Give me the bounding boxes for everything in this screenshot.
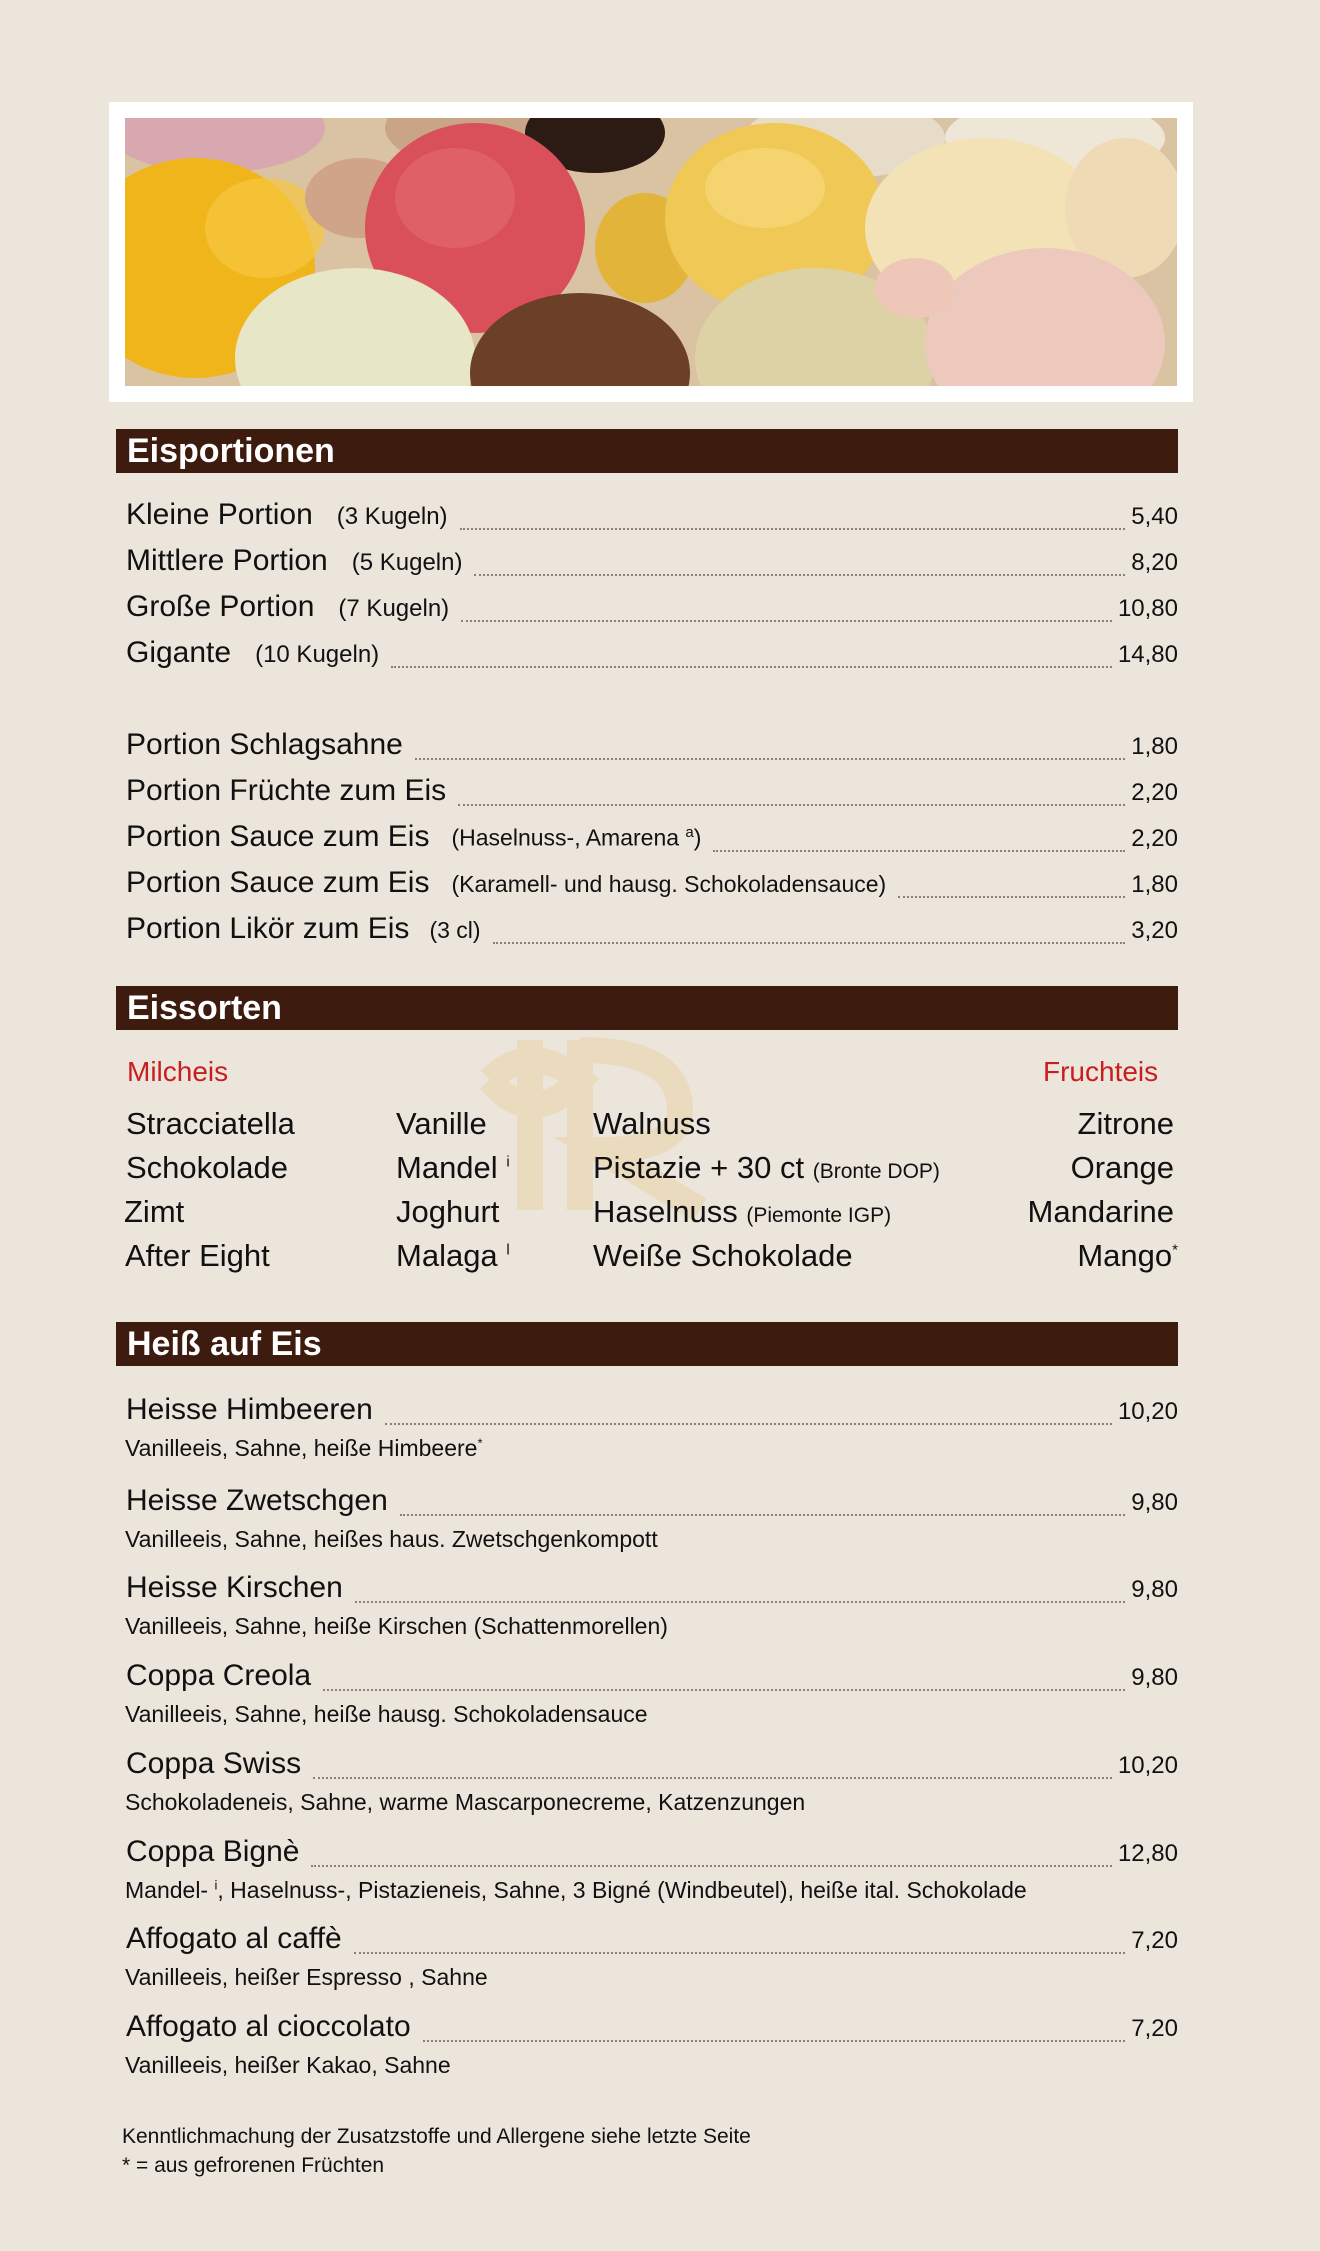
item-name: Kleine Portion (126, 498, 313, 531)
flavor-item (1071, 1150, 1174, 1186)
item-price: 9,80 (1131, 1576, 1178, 1603)
section-header-portions: Eisportionen (116, 429, 1178, 473)
item-description (125, 1613, 668, 1640)
description-text: Vanilleeis, Sahne, heiße Kirschen (Schattenmorellen) (125, 1613, 668, 1639)
flavor-name: Orange (1070, 1150, 1174, 1185)
menu-row-portion (126, 636, 1178, 676)
item-price: 1,80 (1131, 871, 1178, 898)
description-text: Vanilleeis, Sahne, heißes haus. Zwetschgenkompott (125, 1526, 658, 1552)
flavor-item: Stracciatella (126, 1106, 295, 1141)
item-note: (Karamell- und hausg. Schokoladensauce) (451, 871, 887, 897)
item-description (125, 1701, 648, 1728)
ice-cream-photo-frame (109, 102, 1193, 402)
item-note: (7 Kugeln) (338, 595, 450, 622)
item-note: (3 Kugeln) (336, 503, 448, 530)
item-price: 9,80 (1131, 1489, 1178, 1516)
menu-row-portion (126, 590, 1178, 630)
menu-row-extra (126, 728, 1178, 768)
item-note (451, 824, 701, 852)
dot-leader (713, 850, 1125, 852)
item-description (125, 1526, 658, 1553)
menu-row-extra (126, 866, 1178, 906)
item-name: Portion Likör zum Eis (126, 912, 410, 945)
flavor-item: Schokolade (126, 1150, 289, 1185)
menu-row-hot (126, 1484, 1178, 1524)
flavor-name: Walnuss (593, 1106, 711, 1141)
flavor-name: Vanille (396, 1106, 487, 1141)
allergen-marker: i (506, 1153, 510, 1171)
item-price: 1,80 (1131, 733, 1178, 760)
flavor-name: Weiße Schokolade (593, 1238, 853, 1273)
section-header-hot: Heiß auf Eis (116, 1322, 1178, 1366)
item-name: Portion Früchte zum Eis (126, 774, 447, 807)
ice-cream-photo (125, 118, 1177, 386)
flavor-origin: (Bronte DOP) (812, 1160, 940, 1183)
item-name: Coppa Creola (126, 1659, 312, 1692)
flavor-item (1028, 1194, 1174, 1230)
dot-leader (460, 528, 1126, 530)
ice-cream-scoops-illustration (125, 118, 1177, 386)
dot-leader (313, 1777, 1112, 1779)
description-text: Schokoladeneis, Sahne, warme Mascarponecreme, Katzenzungen (125, 1789, 806, 1815)
item-name: Affogato al caffè (126, 1922, 342, 1955)
flavor-name: Zitrone (1077, 1106, 1174, 1141)
flavor-name: Pistazie + 30 ct (593, 1150, 805, 1185)
flavor-item (396, 1238, 510, 1274)
flavor-item (1078, 1106, 1174, 1142)
footnote-frozen-fruit: * = aus gefrorenen Früchten (122, 2154, 385, 2177)
dot-leader (323, 1689, 1125, 1691)
item-price: 3,20 (1131, 917, 1178, 944)
item-price: 10,20 (1117, 1752, 1178, 1779)
item-name: Coppa Bignè (126, 1835, 300, 1868)
item-name: Portion Sauce zum Eis (126, 820, 430, 853)
menu-row-hot (126, 2010, 1178, 2050)
description-text: Vanilleeis, heißer Espresso , Sahne (125, 1964, 488, 1990)
item-price: 10,20 (1117, 1398, 1178, 1425)
section-header-flavors: Eissorten (116, 986, 1178, 1030)
item-price: 14,80 (1117, 641, 1178, 668)
flavor-item (1077, 1238, 1178, 1274)
item-description (125, 1789, 805, 1816)
item-price: 7,20 (1131, 1927, 1178, 1954)
description-text: , Haselnuss-, Pistazieneis, Sahne, 3 Bigné (Windbeutel), heiße ital. Schokolade (217, 1877, 1027, 1903)
flavor-item: After Eight (125, 1238, 270, 1273)
frozen-fruit-marker: * (477, 1435, 483, 1451)
item-price: 12,80 (1117, 1840, 1178, 1867)
item-note-text: (Haselnuss-, Amarena (451, 825, 686, 851)
allergen-marker: i (214, 1877, 218, 1893)
description-text: Vanilleeis, Sahne, heiße hausg. Schokoladensauce (125, 1701, 648, 1727)
item-price: 2,20 (1131, 825, 1178, 852)
item-name: Heisse Zwetschgen (126, 1484, 388, 1517)
dot-leader (415, 758, 1125, 760)
dot-leader (355, 1601, 1126, 1603)
menu-row-hot (126, 1659, 1178, 1699)
item-note: (10 Kugeln) (255, 641, 380, 668)
item-price: 9,80 (1131, 1664, 1178, 1691)
dot-leader (400, 1514, 1125, 1516)
frozen-fruit-marker: * (1172, 1241, 1178, 1259)
flavor-item (593, 1150, 940, 1186)
menu-row-extra (126, 820, 1178, 860)
dot-leader (493, 942, 1126, 944)
dot-leader (461, 620, 1112, 622)
flavor-item (396, 1106, 487, 1142)
menu-row-extra (126, 912, 1178, 952)
flavor-name: Mandel (396, 1150, 498, 1185)
menu-row-portion (126, 544, 1178, 584)
item-note: (5 Kugeln) (351, 549, 463, 576)
description-prefix: Mandel- (125, 1877, 209, 1903)
milk-ice-label: Milcheis (127, 1056, 229, 1087)
footnote-allergens: Kenntlichmachung der Zusatzstoffe und Allergene siehe letzte Seite (122, 2125, 751, 2148)
flavor-item (593, 1106, 711, 1142)
dot-leader (391, 666, 1112, 668)
flavor-name: Mango (1077, 1238, 1173, 1273)
menu-row-hot (126, 1571, 1178, 1611)
dot-leader (474, 574, 1125, 576)
item-note-end: ) (693, 825, 702, 851)
item-name: Große Portion (126, 590, 315, 623)
allergen-marker: l (506, 1241, 510, 1259)
description-text: Vanilleeis, heißer Kakao, Sahne (125, 2052, 451, 2078)
item-name: Coppa Swiss (126, 1747, 302, 1780)
flavor-origin: (Piemonte IGP) (746, 1204, 892, 1227)
menu-row-hot (126, 1922, 1178, 1962)
flavor-item: Zimt (124, 1194, 185, 1229)
item-price: 5,40 (1131, 503, 1178, 530)
flavor-name: Mandarine (1027, 1194, 1174, 1229)
item-description (125, 2052, 451, 2079)
dot-leader (385, 1423, 1112, 1425)
menu-row-portion (126, 498, 1178, 538)
menu-row-hot (126, 1835, 1178, 1875)
flavor-item (593, 1194, 891, 1230)
flavor-item (593, 1238, 853, 1274)
item-description (125, 1877, 1027, 1904)
item-price: 8,20 (1131, 549, 1178, 576)
dot-leader (311, 1865, 1111, 1867)
flavor-item (396, 1150, 510, 1186)
flavor-item (396, 1194, 499, 1230)
menu-row-extra (126, 774, 1178, 814)
item-price: 7,20 (1131, 2015, 1178, 2042)
item-note: (3 cl) (429, 917, 481, 943)
dot-leader (898, 896, 1125, 898)
item-description (125, 1964, 488, 1991)
menu-row-hot (126, 1393, 1178, 1433)
flavor-name: Joghurt (396, 1194, 500, 1229)
item-name: Heisse Himbeeren (126, 1393, 373, 1426)
flavor-name: Haselnuss (593, 1194, 738, 1229)
menu-row-hot (126, 1747, 1178, 1787)
item-name: Portion Sauce zum Eis (126, 866, 430, 899)
item-price: 10,80 (1117, 595, 1178, 622)
allergen-marker: a (685, 824, 694, 842)
dot-leader (354, 1952, 1126, 1954)
item-name: Mittlere Portion (126, 544, 328, 577)
dot-leader (423, 2040, 1126, 2042)
item-description (125, 1435, 483, 1462)
dot-leader (458, 804, 1125, 806)
item-name: Gigante (126, 636, 232, 669)
description-text: Vanilleeis, Sahne, heiße Himbeere (125, 1435, 478, 1461)
item-name: Portion Schlagsahne (126, 728, 403, 761)
item-price: 2,20 (1131, 779, 1178, 806)
item-name: Affogato al cioccolato (126, 2010, 411, 2043)
item-name: Heisse Kirschen (126, 1571, 343, 1604)
fruit-ice-label: Fruchteis (1043, 1056, 1159, 1087)
flavor-name: Malaga (396, 1238, 498, 1273)
